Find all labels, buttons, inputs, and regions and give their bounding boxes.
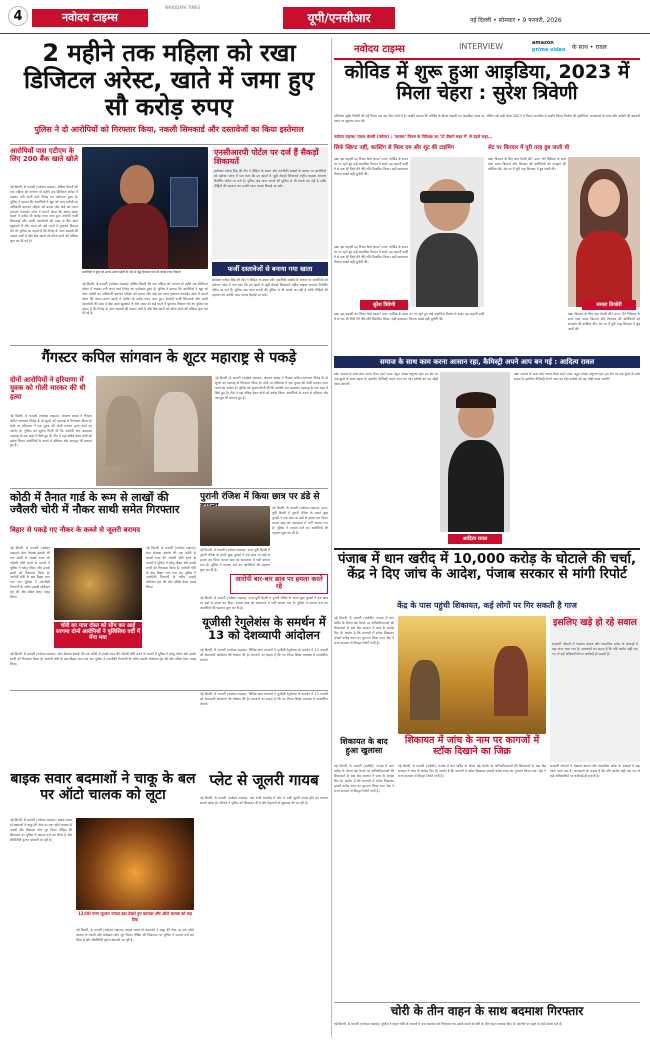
logo: [32, 9, 148, 27]
s1-side: आरोपियों पास एटीएम के लिए 200 बैंक खाते खोले: [10, 147, 78, 164]
q3-text-2: प्रश्न: समाज के साथ काम करना कैसा रहा? उत्तर: बहुत अच्छा अनुभव रहा। हम सेट पर एक-दूसरे के साथ सहज थे, इसलिए कैमिस्ट्री अपने आप बन गई। दर्शकों को यह जोड़ी पसंद आएगी।: [514, 372, 640, 381]
s8-sub-1: शिकायत के बाद हुआ खुलासा: [340, 737, 388, 755]
interview-headline: कोविड में शुरू हुआ आइडिया, 2023 में मिला चेहरा : सुरेश त्रिवेणी: [334, 58, 640, 112]
s1-caption: आरोपियों ने कुछ को अलग-अलग खातों के नाम से वृद्ध हिरासत पता सौ करोड़ रुपए निकाले: [82, 270, 181, 274]
s8-body-4: सरकारी गोदामों में भंडारण क्षमता और वास्तविक स्टॉक के आंकड़ों में बड़ा अंतर पाया गया है। जानकारों का कहना है कि यदि आरोप सही पाए गए तो कई अधिकारियों पर कार्रवाई हो सकती है।: [550, 764, 640, 778]
s6-photo: [76, 818, 194, 910]
s4-box: आरोपी बार-बार छात्र पर हमला करते रहे: [230, 574, 328, 594]
s7-headline: प्लेट से जूलरी गायब: [209, 771, 319, 789]
q1-text: प्रश्न: इस कहानी का विचार कैसे आया? उत्तर: कोविड के समय घर पर रहते हुए कई कहानियां दिमाग में आईं। यह कहानी उन्हीं में से एक थी जिसे मैंने धीरे-धीरे विकसित किया। सही कलाकार मिलना सबसे बड़ी चुनौती थी।: [334, 157, 408, 176]
s4-body: नई दिल्ली, 8 फरवरी (नवोदय टाइम्स): उत्तर-पूर्वी दिल्ली में पुरानी रंजिश के चलते कुछ युवकों ने एक छात्र पर डंडों से हमला कर दिया। घायल छात्र को अस्पताल में भर्ती कराया गया है। पुलिस ने मामला दर्ज कर आरोपियों की पहचान शुरू कर दी है।: [272, 506, 328, 535]
interview-label: नवोदय टाइम्स: [354, 44, 405, 55]
s2-headline: गैंगस्टर कपिल सांगवान के शूटर महाराष्ट्र से पकड़े: [41, 350, 297, 366]
brand-2: prime video: [532, 47, 566, 53]
q2-head: सेट पर किरदार में पूरी तरह डूब जाती थी: [488, 145, 570, 151]
s4-photo: [200, 506, 270, 546]
s1-body-3: इंस्पेक्टर राकेश सिंह की टीम ने पीड़िता के बयान और तकनीकी साक्ष्यों के आधार पर आरोपियों को दबोचा। जांच में पता चला कि इन खातों से जुड़ी सैकड़ों शिकायतें राष्ट्रीय साइबर अपराध रिपोर्टिंग पोर्टल पर दर्ज हैं। पुलिस अब अन्य राज्यों की पुलिस से भी संपर्क कर रही है ताकि पीड़ितों की पहचान कर उनकी रकम वापस दिलाई जा सके।: [212, 278, 328, 297]
s7-body: नई दिल्ली, 8 फरवरी (नवोदय टाइम्स): एक शादी समारोह में प्लेट में रखी जूलरी गायब होने का मामला सामने आया है। परिवार ने पुलिस को शिकायत दी है और मेहमानों से पूछताछ की जा रही है।: [200, 796, 328, 805]
s8-sub-2: शिकायत में जांच के नाम पर कागजों में स्टॉक दिखाने का जिक्र: [404, 735, 540, 757]
q1-head: सिर्फ स्क्रिप्ट नहीं, कास्टिंग से मिला दम और शूट की टाइमिंग: [334, 145, 454, 151]
s8-side-head: इसलिए खड़े हो रहे सवाल: [553, 618, 637, 628]
interview-body: अभिनेता सुरेश त्रिवेणी की नई फिल्म एक बार फिर चर्चा में है। उन्होंने बताया कि कोविड के दौरान कहानी का आइडिया आया था, लेकिन उसे सही चेहरा 2023 में मिला। बातचीत में उन्होंने फिल्म निर्माण की चुनौतियों, कलाकारों के चयन और दर्शकों की बदलती पसंद पर खुलकर बात की।: [334, 114, 640, 123]
logo-text: नवोदय टाइम्स: [62, 11, 118, 24]
s6-body: नई दिल्ली, 8 फरवरी (नवोदय टाइम्स): बाइक सवार दो बदमाशों ने चाकू की नोक पर एक ऑटो चालक से नकदी और मोबाइल फोन लूट लिया। पीड़ित की शिकायत पर पुलिस ने मामला दर्ज कर लिया है और सीसीटीवी फुटेज खंगाली जा रही है।: [10, 818, 72, 842]
s8-headline: पंजाब में धान खरीद में 10,000 करोड़ के घोटाले की चर्चा, केंद्र ने दिए जांच के आदेश, पंजाब सरकार से मांगी रिपोर्ट: [337, 551, 637, 583]
s6-caption: 12:00 रुपए लूटकर ज्यादा डंडा देखते हुए बदमाश और ऑटो चालक को कह दिया: [78, 911, 192, 922]
masthead: [0, 0, 650, 34]
interview-photo-3: [440, 372, 510, 532]
s4-headline: पुरानी रंजिश में किया छात्र पर डंडे से: [200, 492, 320, 502]
q1-text-2: प्रश्न: इस कहानी का विचार कैसे आया? उत्तर: कोविड के समय घर पर रहते हुए कई कहानियां दिमाग में आईं। यह कहानी उन्हीं में से एक थी जिसे मैंने धीरे-धीरे विकसित किया। सही कलाकार मिलना सबसे बड़ी चुनौती थी।: [334, 245, 408, 264]
s8-body-3: नई दिल्ली, 8 फरवरी (एजेंसी): पंजाब में धान खरीद के दौरान बड़े पैमाने पर अनियमितताओं की शिकायतों के बाद केंद्र सरकार ने जांच के आदेश दिए हैं। आरोप है कि कागजों में स्टॉक दिखाकर हजारों करोड़ रुपए का भुगतान किया गया। केंद्र ने राज्य सरकार से विस्तृत रिपोर्ट मांगी है।: [398, 764, 546, 778]
photo-3-caption: आदित्य रावल: [448, 534, 502, 544]
s2-side: दोनों आरोपियों ने हरियाणा में युवक को गोली मारकर की थी हत्या: [10, 376, 86, 401]
s5-body: नई दिल्ली, 8 फरवरी (नवोदय टाइम्स): विभिन्न छात्र संगठनों ने यूजीसी रेगुलेशंस के समर्थन में 13 फरवरी को देशव्यापी आंदोलन की घोषणा की है। संगठनों का कहना है कि नए नियम शिक्षा व्यवस्था में पारदर्शिता लाएंगे।: [200, 648, 328, 662]
s8-side-body: सरकारी गोदामों में भंडारण क्षमता और वास्तविक स्टॉक के आंकड़ों में बड़ा अंतर पाया गया है। जानकारों का कहना है कि यदि आरोप सही पाए गए तो कई अधिकारियों पर कार्रवाई हो सकती है।: [552, 642, 638, 656]
page-number: 4: [8, 6, 28, 26]
s8-body-2: नई दिल्ली, 8 फरवरी (एजेंसी): पंजाब में धान खरीद के दौरान बड़े पैमाने पर अनियमितताओं की शिकायतों के बाद केंद्र सरकार ने जांच के आदेश दिए हैं। आरोप है कि कागजों में स्टॉक दिखाकर हजारों करोड़ रुपए का भुगतान किया गया। केंद्र ने राज्य सरकार से विस्तृत रिपोर्ट मांगी है।: [334, 764, 394, 793]
interview-label-2: INTERVIEW: [459, 42, 504, 51]
s2-photo: [96, 376, 212, 486]
photo-1-caption: सुरेश त्रिवेणी: [360, 300, 408, 310]
s1-headline: 2 महीने तक महिला को रखा डिजिटल अरेस्ट, खाते में जमा हुए सौ करोड़ रुपए: [23, 39, 315, 121]
s2-body: नई दिल्ली, 8 फरवरी (नवोदय टाइम्स): अपराध शाखा ने गैंगस्टर कपिल सांगवान गिरोह के दो शूटरों को महाराष्ट्र से गिरफ्तार किया है। दोनों पर हरियाणा में एक युवक की गोली मारकर हत्या करने का आरोप है। पुलिस को सूचना मिली थी कि आरोपी नाम बदलकर महाराष्ट्र के एक शहर में छिपे हुए हैं। टीम ने वहां दबिश देकर दोनों को दबोच लिया। आरोपियों के कब्जे से हथियार और कारतूस भी बरामद हुए हैं।: [10, 414, 92, 448]
interview-photo-1: [410, 157, 484, 307]
interview-sub: समाज के साथ काम करना आसान रहा, कैमिस्ट्री अपने आप बन गई : आदित्य रावल: [334, 356, 640, 368]
s9-headline: चोरी के तीन वाहन के साथ बदमाश गिरफ्तार: [390, 1004, 584, 1018]
s8-body: नई दिल्ली, 8 फरवरी (एजेंसी): पंजाब में धान खरीद के दौरान बड़े पैमाने पर अनियमितताओं की शिकायतों के बाद केंद्र सरकार ने जांच के आदेश दिए हैं। आरोप है कि कागजों में स्टॉक दिखाकर हजारों करोड़ रुपए का भुगतान किया गया। केंद्र ने राज्य सरकार से विस्तृत रिपोर्ट मांगी है।: [334, 616, 394, 645]
brand-1: amazon: [532, 40, 554, 46]
s6-headline: बाइक सवार बदमाशों ने चाकू के बल पर ऑटो चालक को लूटा: [10, 771, 196, 803]
s3-headline: कोठी में तैनात गार्ड के रूम से लाखों की ज्वैलरी चोरी में नौकर साथी समेत गिरफ्तार: [10, 491, 180, 517]
photo-2-caption: समारा तिजोरी: [582, 300, 636, 310]
s3-body-2: नई दिल्ली, 8 फरवरी (नवोदय टाइम्स): ग्रेटर कैलाश इलाके की एक कोठी से लाखों रुपए की ज्वैलरी चोरी करने के मामले में पुलिस ने घरेलू नौकर और उसके साथी को गिरफ्तार किया है। आरोपी चोरी के बाद बिहार भाग गया था। पुलिस ने तकनीकी निगरानी के जरिए उसकी लोकेशन ट्रेस की और दबिश देकर पकड़ लिया।: [146, 546, 196, 590]
s8-deck: केंद्र के पास पहुंची शिकायत, कई लोगों पर गिर सकती है गाज: [397, 601, 577, 610]
s8-photo: [398, 616, 546, 734]
s1-inset-body: इंस्पेक्टर राकेश सिंह की टीम ने पीड़िता के बयान और तकनीकी साक्ष्यों के आधार पर आरोपियों को दबोचा। जांच में पता चला कि इन खातों से जुड़ी सैकड़ों शिकायतें राष्ट्रीय साइबर अपराध रिपोर्टिंग पोर्टल पर दर्ज हैं। पुलिस अब अन्य राज्यों की पुलिस से भी संपर्क कर रही है ताकि पीड़ितों की पहचान कर उनकी रकम वापस दिलाई जा सके।: [214, 169, 326, 188]
s1-inset: [212, 147, 328, 259]
s6-body-2: नई दिल्ली, 8 फरवरी (नवोदय टाइम्स): बाइक सवार दो बदमाशों ने चाकू की नोक पर एक ऑटो चालक से नकदी और मोबाइल फोन लूट लिया। पीड़ित की शिकायत पर पुलिस ने मामला दर्ज कर लिया है और सीसीटीवी फुटेज खंगाली जा रही है।: [76, 928, 194, 942]
brand-3: के साथ • रावल: [572, 44, 607, 51]
s3-caption: चोरी का माल दोस्त को सौंप कर आई सरगमा दोनों आरोपियों ने पुलिसिया वर्दी में मेंगा मया: [54, 622, 142, 648]
s3-side: बिहार से पकड़े गए नौकर के कब्जे से जूलरी बरामद: [10, 526, 141, 534]
section-label: यूपी/एनसीआर: [283, 7, 395, 29]
interview-byline: नवोदय टाइम्स/ पंकज केसरी (फ्लेयर) : ‘जलसा’ फिल्म के निर्देशक का ‘दो दीवाने सहर में’ से पहले कहा...: [334, 134, 493, 139]
s1-body: नई दिल्ली, 8 फरवरी (नवोदय टाइम्स): दक्षिण दिल्ली की एक महिला को लगभग दो महीने तक डिजिटल अरेस्ट में रखकर ठगी करने वाले गिरोह का पर्दाफाश हुआ है। पुलिस ने बताया कि आरोपियों ने खुद को जांच एजेंसी का अधिकारी बताकर महिला को डराया और कई बार रकम ट्रांसफर करवाई। जांच में सामने आया कि अलग-अलग खातों में करीब सौ करोड़ रुपए जमा हुए। आरोपी फर्जी सिमकार्ड और जाली दस्तावेजों की मदद से बैंक खाते खुलवाते थे और रकम को कई परतों में घुमाकर निकाल लेते थे। पुलिस का कहना है कि गिरोह के अन्य सदस्यों की तलाश जारी है और बैंक खातों को फ्रीज करने की प्रक्रिया शुरू कर दी गई है।: [10, 185, 78, 243]
s1-inset-head: एनसीआरपी पोर्टल पर दर्ज हैं सैकड़ों शिकायतें: [214, 148, 319, 166]
s3-photo: [54, 548, 142, 620]
q2-text: प्रश्न: किरदार के लिए क्या तैयारी की? उत्तर: मैंने निर्देशक के साथ लंबा समय बिताया और किरदार की बारीकियों को समझने की कोशिश की। सेट पर मैं पूरी तरह किरदार में डूब जाती थी।: [488, 157, 566, 171]
logo-tagline: NAVODAYA TIMES: [165, 5, 201, 10]
q2-text-2: प्रश्न: किरदार के लिए क्या तैयारी की? उत्तर: मैंने निर्देशक के साथ लंबा समय बिताया और किरदार की बारीकियों को समझने की कोशिश की। सेट पर मैं पूरी तरह किरदार में डूब जाती थी।: [568, 312, 640, 331]
interview-banner: [334, 38, 640, 56]
s3-body: नई दिल्ली, 8 फरवरी (नवोदय टाइम्स): ग्रेटर कैलाश इलाके की एक कोठी से लाखों रुपए की ज्वैलरी चोरी करने के मामले में पुलिस ने घरेलू नौकर और उसके साथी को गिरफ्तार किया है। आरोपी चोरी के बाद बिहार भाग गया था। पुलिस ने तकनीकी निगरानी के जरिए उसकी लोकेशन ट्रेस की और दबिश देकर पकड़ लिया।: [10, 546, 50, 600]
dateline: नई दिल्ली • सोमवार • 9 फरवरी, 2026: [470, 17, 562, 24]
s9-body: नई दिल्ली, 8 फरवरी (नवोदय टाइम्स): पुलिस ने वाहन चोरी के मामलों में एक बदमाश को गिरफ्तार कर उसके कब्जे से चोरी के तीन वाहन बरामद किए हैं। आरोपी पर पहले से कई मामले दर्ज हैं।: [334, 1022, 563, 1026]
s5-headline: यूजीसी रेगुलेशंस के समर्थन में 13 को देशव्यापी आंदोलन: [202, 615, 326, 642]
s8-side-box: [550, 616, 640, 762]
s1-sub: फर्जी दस्तावेजों से बनाया गया खाता: [212, 262, 328, 276]
s4-body-2: नई दिल्ली, 8 फरवरी (नवोदय टाइम्स): उत्तर-पूर्वी दिल्ली में पुरानी रंजिश के चलते कुछ युवकों ने एक छात्र पर डंडों से हमला कर दिया। घायल छात्र को अस्पताल में भर्ती कराया गया है। पुलिस ने मामला दर्ज कर आरोपियों की पहचान शुरू कर दी है।: [200, 548, 270, 572]
s1-body-2: नई दिल्ली, 8 फरवरी (नवोदय टाइम्स): दक्षिण दिल्ली की एक महिला को लगभग दो महीने तक डिजिटल अरेस्ट में रखकर ठगी करने वाले गिरोह का पर्दाफाश हुआ है। पुलिस ने बताया कि आरोपियों ने खुद को जांच एजेंसी का अधिकारी बताकर महिला को डराया और कई बार रकम ट्रांसफर करवाई। जांच में सामने आया कि अलग-अलग खातों में करीब सौ करोड़ रुपए जमा हुए। आरोपी फर्जी सिमकार्ड और जाली दस्तावेजों की मदद से बैंक खाते खुलवाते थे और रकम को कई परतों में घुमाकर निकाल लेते थे। पुलिस का कहना है कि गिरोह के अन्य सदस्यों की तलाश जारी है और बैंक खातों को फ्रीज करने की प्रक्रिया शुरू कर दी गई है।: [82, 282, 208, 316]
s5-body-2: नई दिल्ली, 8 फरवरी (नवोदय टाइम्स): विभिन्न छात्र संगठनों ने यूजीसी रेगुलेशंस के समर्थन में 13 फरवरी को देशव्यापी आंदोलन की घोषणा की है। संगठनों का कहना है कि नए नियम शिक्षा व्यवस्था में पारदर्शिता लाएंगे।: [200, 692, 328, 706]
interview-photo-2: [568, 157, 640, 307]
q1-text-3: प्रश्न: इस कहानी का विचार कैसे आया? उत्तर: कोविड के समय घर पर रहते हुए कई कहानियां दिमाग में आईं। यह कहानी उन्हीं में से एक थी जिसे मैंने धीरे-धीरे विकसित किया। सही कलाकार मिलना सबसे बड़ी चुनौती थी।: [334, 312, 484, 321]
s1-deck: पुलिस ने दो आरोपियों को गिरफ्तार किया, नकली सिमकार्ड और दस्तावेजों का किया इस्तेमाल: [34, 125, 304, 134]
s2-body-2: नई दिल्ली, 8 फरवरी (नवोदय टाइम्स): अपराध शाखा ने गैंगस्टर कपिल सांगवान गिरोह के दो शूटरों को महाराष्ट्र से गिरफ्तार किया है। दोनों पर हरियाणा में एक युवक की गोली मारकर हत्या करने का आरोप है। पुलिस को सूचना मिली थी कि आरोपी नाम बदलकर महाराष्ट्र के एक शहर में छिपे हुए हैं। टीम ने वहां दबिश देकर दोनों को दबोच लिया। आरोपियों के कब्जे से हथियार और कारतूस भी बरामद हुए हैं।: [215, 376, 328, 400]
q3-text: प्रश्न: समाज के साथ काम करना कैसा रहा? उत्तर: बहुत अच्छा अनुभव रहा। हम सेट पर एक-दूसरे के साथ सहज थे, इसलिए कैमिस्ट्री अपने आप बन गई। दर्शकों को यह जोड़ी पसंद आएगी।: [334, 372, 438, 386]
s4-body-3: नई दिल्ली, 8 फरवरी (नवोदय टाइम्स): उत्तर-पूर्वी दिल्ली में पुरानी रंजिश के चलते कुछ युवकों ने एक छात्र पर डंडों से हमला कर दिया। घायल छात्र को अस्पताल में भर्ती कराया गया है। पुलिस ने मामला दर्ज कर आरोपियों की पहचान शुरू कर दी है।: [200, 596, 328, 610]
s1-photo: [82, 147, 208, 269]
s3-body-3: नई दिल्ली, 8 फरवरी (नवोदय टाइम्स): ग्रेटर कैलाश इलाके की एक कोठी से लाखों रुपए की ज्वैलरी चोरी करने के मामले में पुलिस ने घरेलू नौकर और उसके साथी को गिरफ्तार किया है। आरोपी चोरी के बाद बिहार भाग गया था। पुलिस ने तकनीकी निगरानी के जरिए उसकी लोकेशन ट्रेस की और दबिश देकर पकड़ लिया।: [10, 652, 196, 666]
